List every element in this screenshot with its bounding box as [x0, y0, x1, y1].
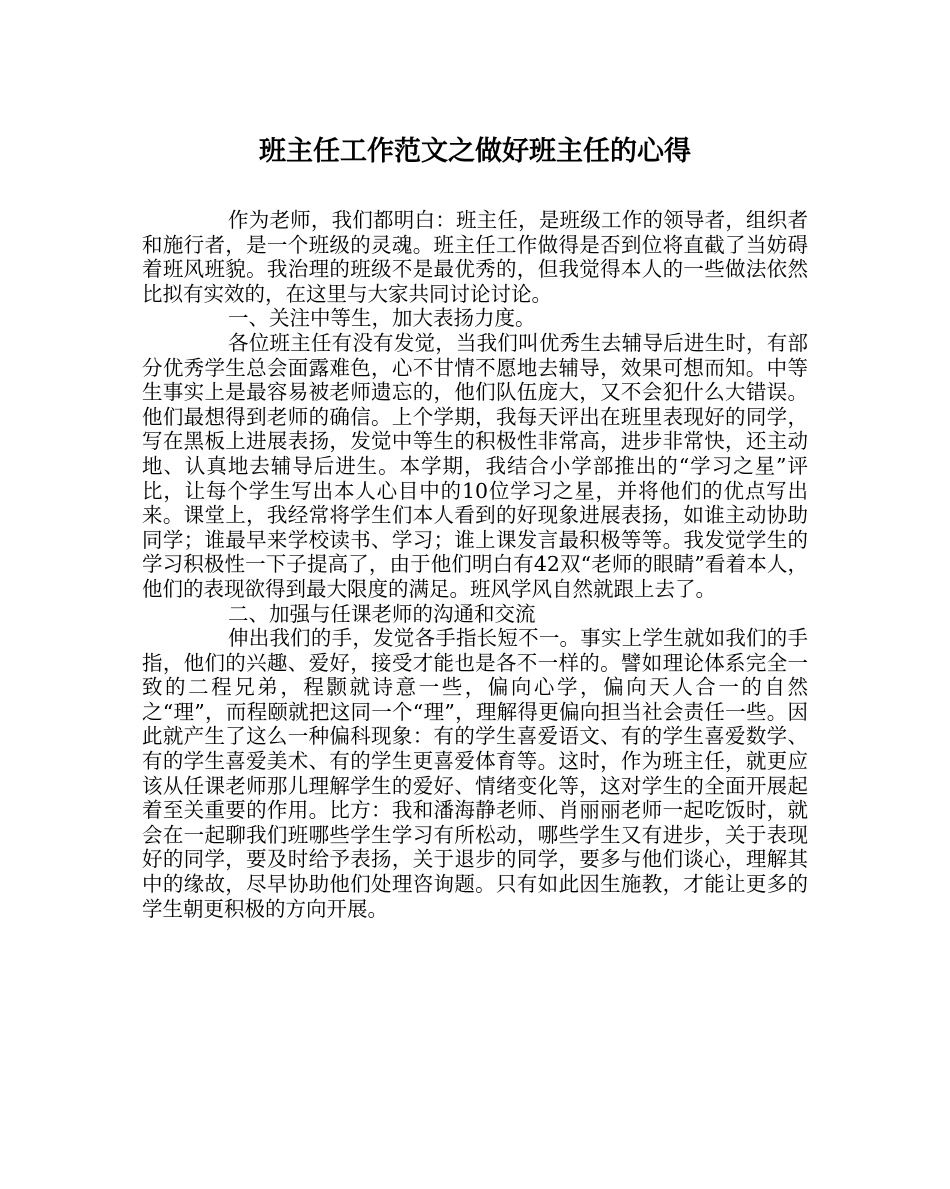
paragraph-section-1: 各位班主任有没有发觉，当我们叫优秀生去辅导后进生时，有部分优秀学生总会面露难色，心不甘情不愿地去辅导，效果可想而知。中等生事实上是最容易被老师遗忘的，他们队伍庞大，又不会犯什么大错误。他们最想得到老师的确信。上个学期，我每天评出在班里表现好的同学，写在黑板上进展表扬，发觉中等生的积极性非常高，进步非常快，还主动地、认真地去辅导后进生。本学期，我结合小学部推出的“学习之星”评比，让每个学生写出本人心目中的10位学习之星，并将他们的优点写出来。课堂上，我经常将学生们本人看到的好现象进展表扬，如谁主动协助同学；谁最早来学校读书、学习；谁上课发言最积极等等。我发觉学生的学习积极性一下子提高了，由于他们明白有42双“老师的眼睛”看着本人，他们的表现欲得到最大限度的满足。班风学风自然就跟上去了。 [142, 330, 808, 601]
paragraph-intro: 作为老师，我们都明白：班主任，是班级工作的领导者，组织者和施行者，是一个班级的灵魂。班主任工作做得是否到位将直截了当妨碍着班风班貌。我治理的班级不是最优秀的，但我觉得本人的一些做法依然比拟有实效的，在这里与大家共同讨论讨论。 [142, 208, 808, 306]
section-heading-1: 一、关注中等生，加大表扬力度。 [228, 306, 536, 331]
document-title: 班主任工作范文之做好班主任的心得 [259, 136, 691, 167]
section-heading-2: 二、加强与任课老师的沟通和交流 [228, 601, 536, 626]
document-body [142, 208, 808, 921]
paragraph-section-2: 伸出我们的手，发觉各手指长短不一。事实上学生就如我们的手指，他们的兴趣、爱好，接受才能也是各不一样的。譬如理论体系完全一致的二程兄弟，程颢就诗意一些，偏向心学，偏向天人合一的自然之“理”，而程颐就把这同一个“理”，理解得更偏向担当社会责任一些。因此就产生了这么一种偏科现象：有的学生喜爱语文、有的学生喜爱数学、有的学生喜爱美术、有的学生更喜爱体育等。这时，作为班主任，就更应该从任课老师那儿理解学生的爱好、情绪变化等，这对学生的全面开展起着至关重要的作用。比方：我和潘海静老师、肖丽丽老师一起吃饭时，就会在一起聊我们班哪些学生学习有所松动，哪些学生又有进步，关于表现好的同学，要及时给予表扬，关于退步的同学，要多与他们谈心，理解其中的缘故，尽早协助他们处理咨询题。只有如此因生施教，才能让更多的学生朝更积极的方向开展。 [142, 626, 808, 921]
